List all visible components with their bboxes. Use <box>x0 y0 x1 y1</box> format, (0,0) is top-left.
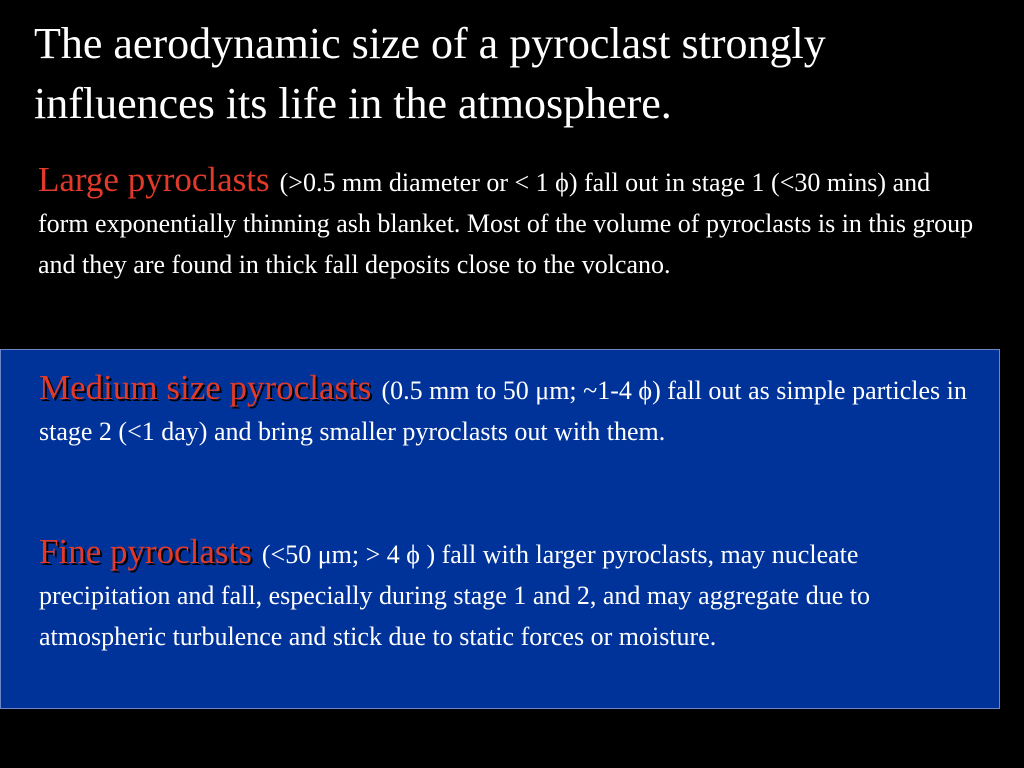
large-pyroclasts-paragraph <box>38 159 978 285</box>
slide-title: The aerodynamic size of a pyroclast strongly influences its life in the atmosphere. <box>34 19 826 128</box>
medium-pyroclasts-description: (0.5 mm to 50 μm; ~1-4 ϕ) fall out as simple particles in stage 2 (<1 day) and bring smaller pyroclasts out with them. <box>39 376 967 446</box>
fine-pyroclasts-paragraph <box>39 531 994 657</box>
fine-pyroclasts-term: Fine pyroclasts <box>39 532 252 571</box>
large-pyroclasts-term: Large pyroclasts <box>38 160 270 199</box>
medium-pyroclasts-paragraph <box>39 367 994 452</box>
highlight-panel <box>0 349 1000 709</box>
fine-pyroclasts-description: (<50 μm; > 4 ϕ ) fall with larger pyroclasts, may nucleate precipitation and fall, especially during stage 1 and 2, and may aggregate due to atmospheric turbulence and stick due to static forces or moisture. <box>39 540 870 651</box>
large-pyroclasts-description: (>0.5 mm diameter or < 1 ϕ) fall out in stage 1 (<30 mins) and form exponentially thinning ash blanket. Most of the volume of pyroclasts is in this group and they are found in thick fall deposits close to the volcano. <box>38 168 974 279</box>
medium-pyroclasts-term: Medium size pyroclasts <box>39 368 372 407</box>
